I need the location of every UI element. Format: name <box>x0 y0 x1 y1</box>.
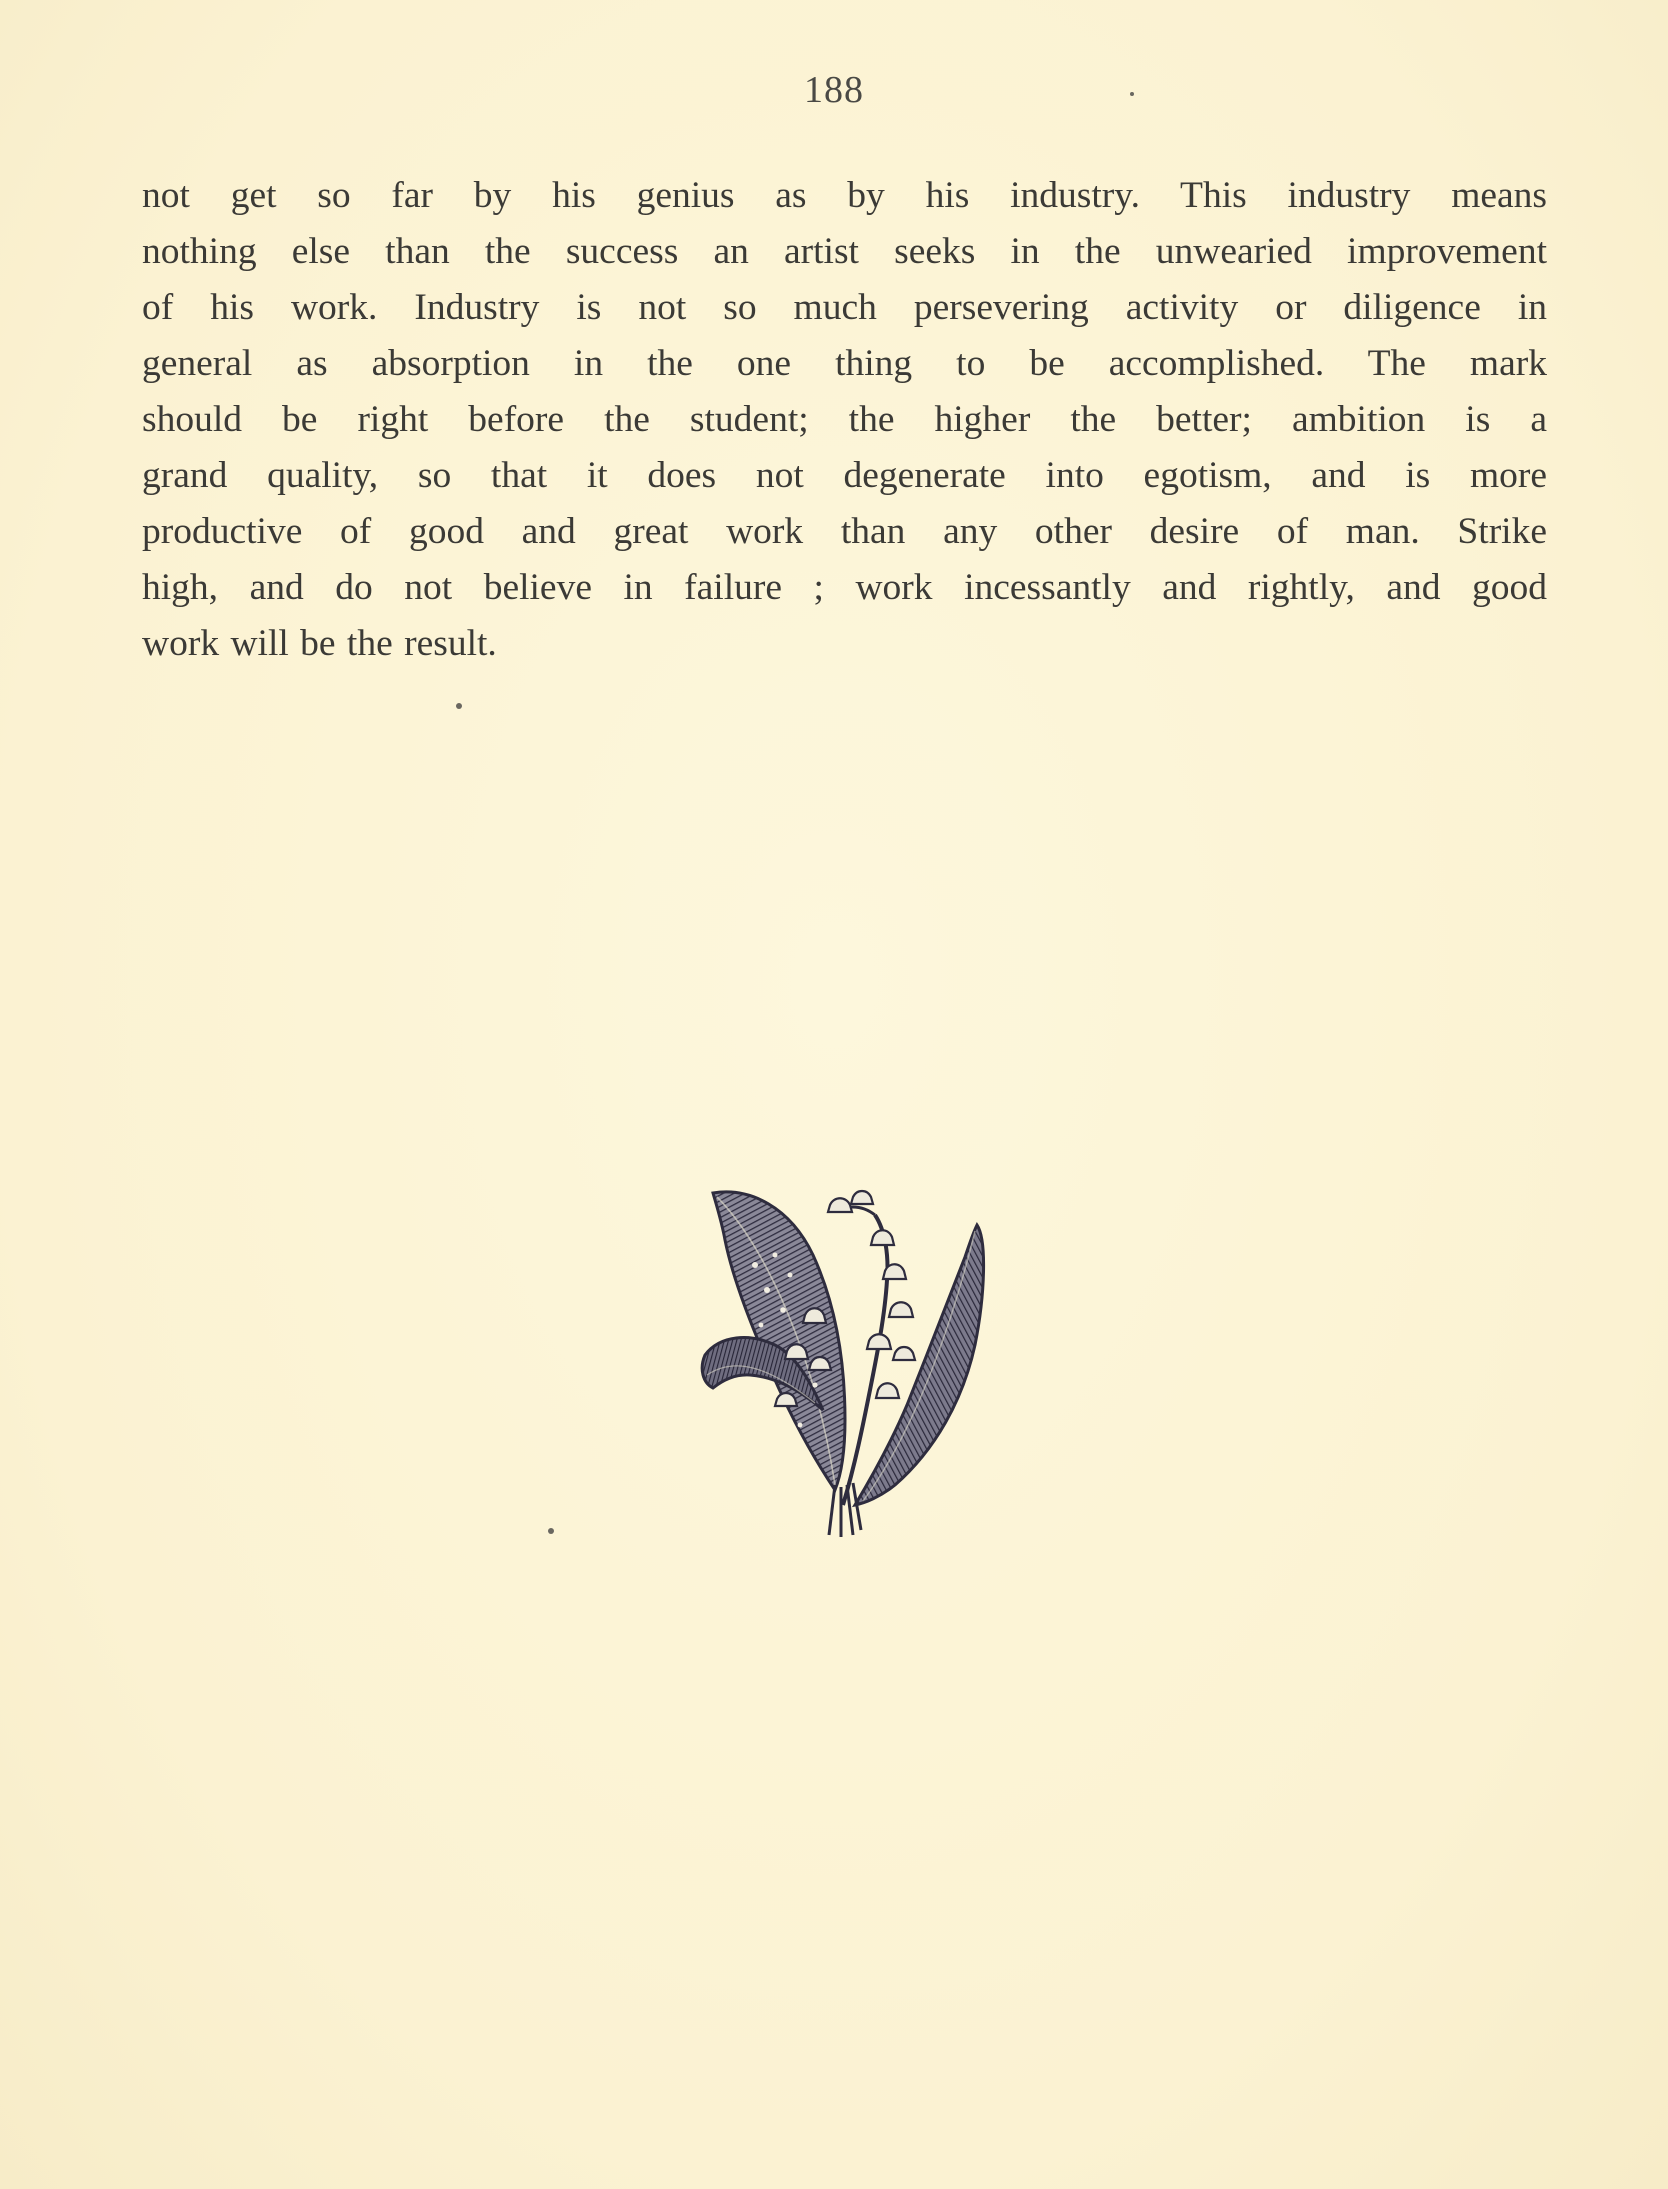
lily-of-the-valley-engraving-icon <box>695 1185 995 1540</box>
text-line: of his work. Industry is not so much persevering activity or diligence in <box>142 287 1547 328</box>
paper-speck <box>1130 92 1134 96</box>
text-line: productive of good and great work than any other desire of man. Strike <box>142 511 1547 552</box>
body-text <box>142 168 1547 672</box>
paper-speck <box>548 1528 554 1534</box>
text-line: high, and do not believe in failure ; work incessantly and rightly, and good <box>142 567 1547 608</box>
text-line: not get so far by his genius as by his industry. This industry means <box>142 175 1547 216</box>
text-line: grand quality, so that it does not degenerate into egotism, and is more <box>142 455 1547 496</box>
paper-speck <box>456 703 462 709</box>
page-number: 188 <box>804 69 864 111</box>
text-line: work will be the result. <box>142 623 497 664</box>
text-line: general as absorption in the one thing to be accomplished. The mark <box>142 343 1547 384</box>
text-line: nothing else than the success an artist seeks in the unwearied improvement <box>142 231 1547 272</box>
text-line: should be right before the student; the higher the better; ambition is a <box>142 399 1547 440</box>
